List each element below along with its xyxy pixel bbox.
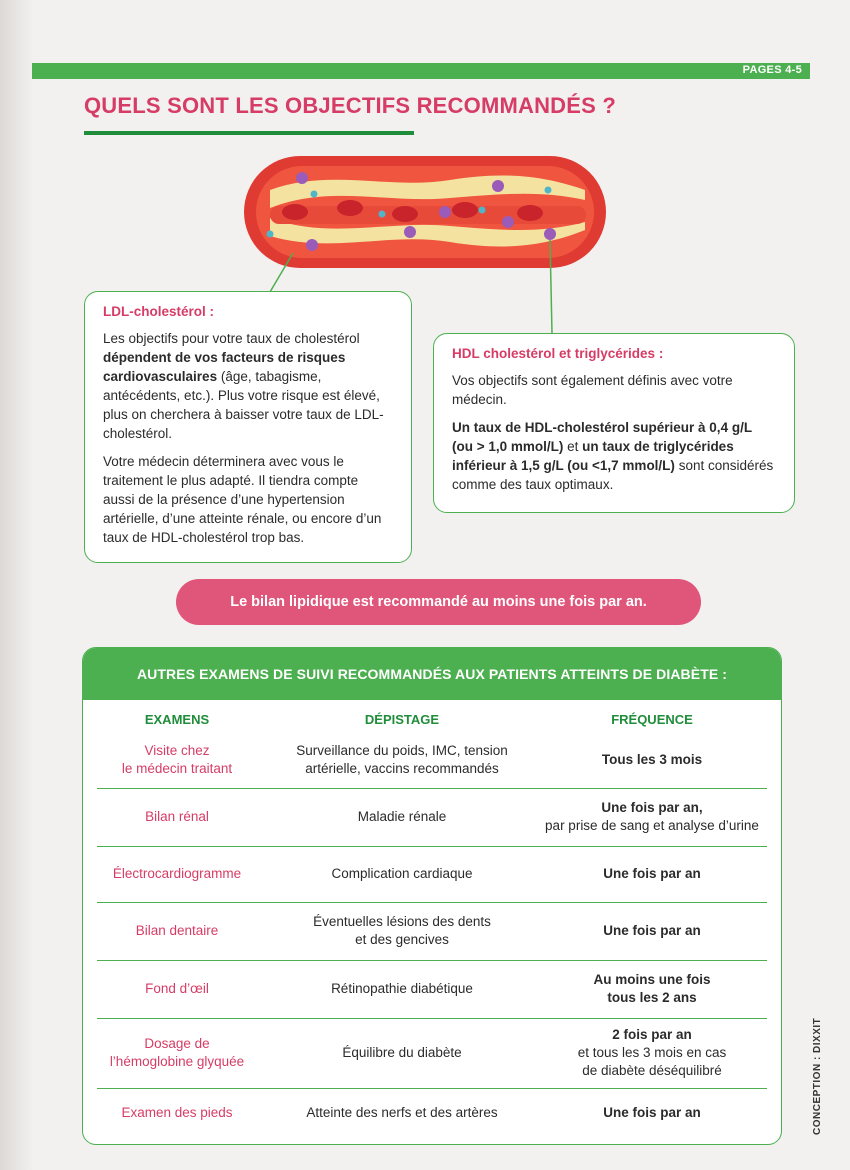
screening-text-line: et des gencives bbox=[355, 932, 449, 947]
exam-name bbox=[97, 960, 257, 1018]
screening-text bbox=[267, 902, 537, 960]
ldl-bold-text: dépendent de vos facteurs de risques cardiovasculaires bbox=[103, 350, 346, 384]
screening-text bbox=[267, 1088, 537, 1138]
screening-text-line: Surveillance du poids, IMC, tension bbox=[296, 743, 508, 758]
table-row bbox=[97, 788, 767, 847]
screening-text-line: Atteinte des nerfs et des artères bbox=[306, 1105, 498, 1120]
table-row bbox=[97, 846, 767, 903]
exam-name-line: Fond d’œil bbox=[145, 981, 209, 996]
ldl-info-box bbox=[84, 291, 412, 563]
screening-text bbox=[267, 732, 537, 788]
frequency-text-bold-line: Une fois par an bbox=[603, 1105, 701, 1120]
table-row bbox=[97, 1088, 767, 1138]
exam-name-line: Examen des pieds bbox=[121, 1105, 233, 1120]
exam-name-line: Dosage de bbox=[144, 1036, 210, 1051]
exam-name bbox=[97, 732, 257, 788]
frequency-text bbox=[537, 846, 767, 902]
screening-text bbox=[267, 788, 537, 846]
screening-text-line: artérielle, vaccins recommandés bbox=[305, 761, 499, 776]
page-numbers: PAGES 4-5 bbox=[742, 64, 802, 76]
exam-name bbox=[97, 1088, 257, 1138]
screening-text bbox=[267, 960, 537, 1018]
hdl-paragraph-1: Vos objectifs sont également définis avec votre médecin. bbox=[452, 373, 733, 407]
screening-text bbox=[267, 1018, 537, 1088]
hdl-title: HDL cholestérol et triglycérides : bbox=[452, 346, 664, 361]
lipid-check-banner: Le bilan lipidique est recommandé au moins une fois par an. bbox=[176, 579, 701, 625]
column-header-exams: EXAMENS bbox=[144, 712, 210, 727]
hdl-bold-1: Un taux de HDL-cholestérol supérieur à 0,4 g/L (ou > 1,0 mmol/L) bbox=[452, 420, 752, 454]
exam-name bbox=[97, 1018, 257, 1088]
exams-title: AUTRES EXAMENS DE SUIVI RECOMMANDÉS AUX PATIENTS ATTEINTS DE DIABÈTE : bbox=[83, 648, 781, 700]
column-header-screening: DÉPISTAGE bbox=[364, 712, 440, 727]
hdl-paragraph-2 bbox=[452, 418, 776, 494]
frequency-text-bold-line: tous les 2 ans bbox=[607, 990, 697, 1005]
ldl-text-cont: (âge, tabagisme, antécédents, etc.). Plus votre risque est élevé, plus on cherchera à baisser votre taux de LDL-cholestérol. bbox=[103, 369, 384, 441]
exams-table-box bbox=[82, 647, 782, 1145]
ldl-paragraph-1 bbox=[103, 329, 393, 443]
frequency-text-line: de diabète déséquilibré bbox=[582, 1063, 722, 1078]
screening-text-line: Maladie rénale bbox=[357, 809, 447, 824]
exam-name-line: Visite chez bbox=[144, 743, 210, 758]
ldl-text: Les objectifs pour votre taux de cholestérol bbox=[103, 331, 360, 346]
exam-name-line: Bilan dentaire bbox=[135, 923, 219, 938]
frequency-text-bold-line: 2 fois par an bbox=[612, 1027, 692, 1042]
screening-text bbox=[267, 846, 537, 902]
frequency-text-line: par prise de sang et analyse d’urine bbox=[545, 818, 759, 833]
exam-name-line: l’hémoglobine glyquée bbox=[109, 1054, 245, 1069]
column-header-frequency: FRÉQUENCE bbox=[611, 712, 693, 727]
screening-text-line: Complication cardiaque bbox=[331, 866, 473, 881]
frequency-text bbox=[537, 960, 767, 1018]
hdl-text-end: sont considérés comme des taux optimaux. bbox=[452, 458, 774, 492]
design-credit: CONCEPTION : DIXXIT bbox=[812, 1017, 823, 1135]
exam-name-line: Bilan rénal bbox=[145, 809, 209, 824]
page-title: QUELS SONT LES OBJECTIFS RECOMMANDÉS ? bbox=[84, 93, 616, 118]
table-row bbox=[97, 960, 767, 1019]
hdl-text-mid: et bbox=[563, 439, 583, 454]
frequency-text-bold-line: Une fois par an bbox=[603, 923, 701, 938]
frequency-text bbox=[537, 1018, 767, 1088]
screening-text-line: Rétinopathie diabétique bbox=[331, 981, 473, 996]
table-row bbox=[97, 902, 767, 961]
ldl-title: LDL-cholestérol : bbox=[103, 304, 215, 319]
exam-name bbox=[97, 902, 257, 960]
hdl-info-box bbox=[433, 333, 795, 513]
frequency-text-bold-line: Une fois par an, bbox=[601, 800, 703, 815]
table-row bbox=[97, 1018, 767, 1089]
table-row bbox=[97, 732, 767, 789]
frequency-text bbox=[537, 732, 767, 788]
exam-name bbox=[97, 788, 257, 846]
frequency-text bbox=[537, 902, 767, 960]
frequency-text-bold-line: Une fois par an bbox=[603, 866, 701, 881]
frequency-text bbox=[537, 1088, 767, 1138]
frequency-text-bold-line: Au moins une fois bbox=[593, 972, 711, 987]
ldl-paragraph-2: Votre médecin déterminera avec vous le traitement le plus adapté. Il tiendra compte aussi de la présence d’une hypertension artérielle, d’une atteinte rénale, ou encore d’un taux de HDL-cholestérol trop bas. bbox=[103, 454, 382, 545]
screening-text-line: Équilibre du diabète bbox=[342, 1045, 462, 1060]
hdl-bold-2: un taux de triglycérides inférieur à 1,5 g/L (ou <1,7 mmol/L) bbox=[452, 439, 734, 473]
frequency-text bbox=[537, 788, 767, 846]
exam-name-line: Électrocardiogramme bbox=[112, 866, 242, 881]
screening-text-line: Éventuelles lésions des dents bbox=[313, 914, 491, 929]
frequency-text-line: et tous les 3 mois en cas bbox=[577, 1045, 727, 1060]
frequency-text-bold-line: Tous les 3 mois bbox=[601, 752, 703, 767]
exam-name-line: le médecin traitant bbox=[121, 761, 233, 776]
exam-name bbox=[97, 846, 257, 902]
